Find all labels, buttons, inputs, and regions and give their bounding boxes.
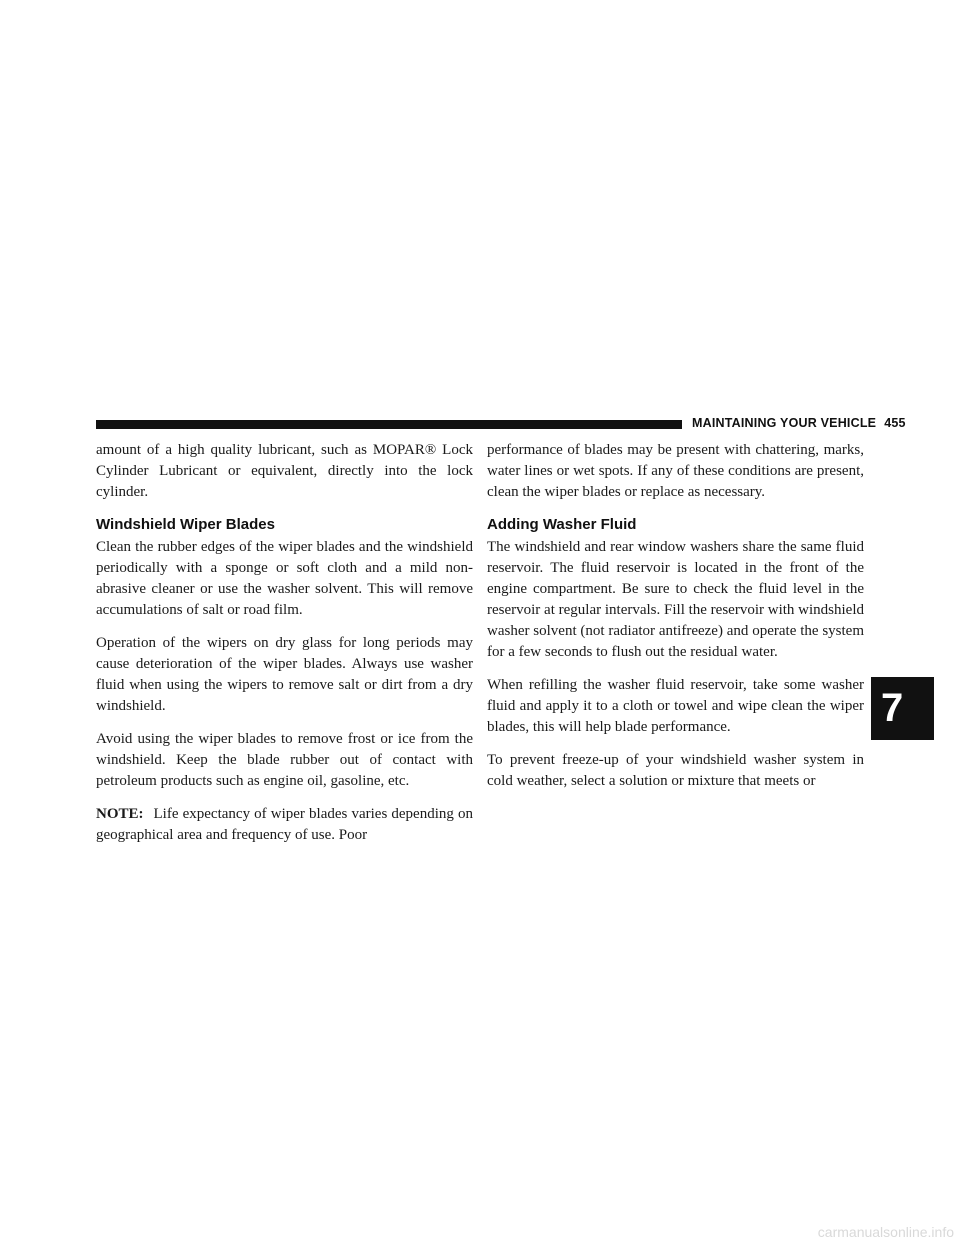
- heading-adding-washer-fluid: Adding Washer Fluid: [487, 516, 637, 533]
- watermark: carmanualsonline.info: [817, 1224, 954, 1240]
- page-number: 455: [884, 416, 906, 430]
- note-paragraph: [96, 804, 473, 846]
- header-rule: [96, 420, 682, 429]
- section-title: MAINTAINING YOUR VEHICLE: [692, 416, 877, 430]
- paragraph-dry-glass: Operation of the wipers on dry glass for long periods may cause deterioration of the wiper blades. Always use washer fluid when using the wipers to remove salt or dirt from a dry windshield.: [96, 635, 473, 714]
- running-header: [692, 416, 906, 430]
- left-column: [96, 440, 473, 858]
- paragraph-freeze-up: To prevent freeze-up of your windshield washer system in cold weather, select a solution or mixture that meets or: [487, 752, 864, 789]
- note-label: NOTE:: [96, 806, 144, 822]
- paragraph-reservoir: The windshield and rear window washers share the same fluid reservoir. The fluid reservoir is located in the front of the engine compartment. Be sure to check the fluid level in the reservoir at regular intervals. Fill the reservoir with windshield washer solvent (not radiator antifreeze) and operate the system for a few seconds to flush out the residual water.: [487, 539, 864, 660]
- right-column: [487, 440, 864, 804]
- chapter-tab: 7: [871, 677, 934, 740]
- paragraph-blade-performance: performance of blades may be present with chattering, marks, water lines or wet spots. If any of these conditions are present, clean the wiper blades or replace as necessary.: [487, 442, 864, 500]
- paragraph-refilling: When refilling the washer fluid reservoir, take some washer fluid and apply it to a cloth or towel and wipe clean the wiper blades, this will help blade performance.: [487, 677, 864, 735]
- paragraph-lubricant: amount of a high quality lubricant, such as MOPAR® Lock Cylinder Lubricant or equivalent, directly into the lock cylinder.: [96, 442, 473, 500]
- paragraph-clean-blades: Clean the rubber edges of the wiper blades and the windshield periodically with a sponge or soft cloth and a mild non-abrasive cleaner or use the washer solvent. This will remove accumulations of salt or road film.: [96, 539, 473, 618]
- note-text: Life expectancy of wiper blades varies depending on geographical area and frequency of use. Poor: [96, 806, 473, 843]
- paragraph-frost-ice: Avoid using the wiper blades to remove frost or ice from the windshield. Keep the blade rubber out of contact with petroleum products such as engine oil, gasoline, etc.: [96, 731, 473, 789]
- heading-windshield-wiper-blades: Windshield Wiper Blades: [96, 516, 275, 533]
